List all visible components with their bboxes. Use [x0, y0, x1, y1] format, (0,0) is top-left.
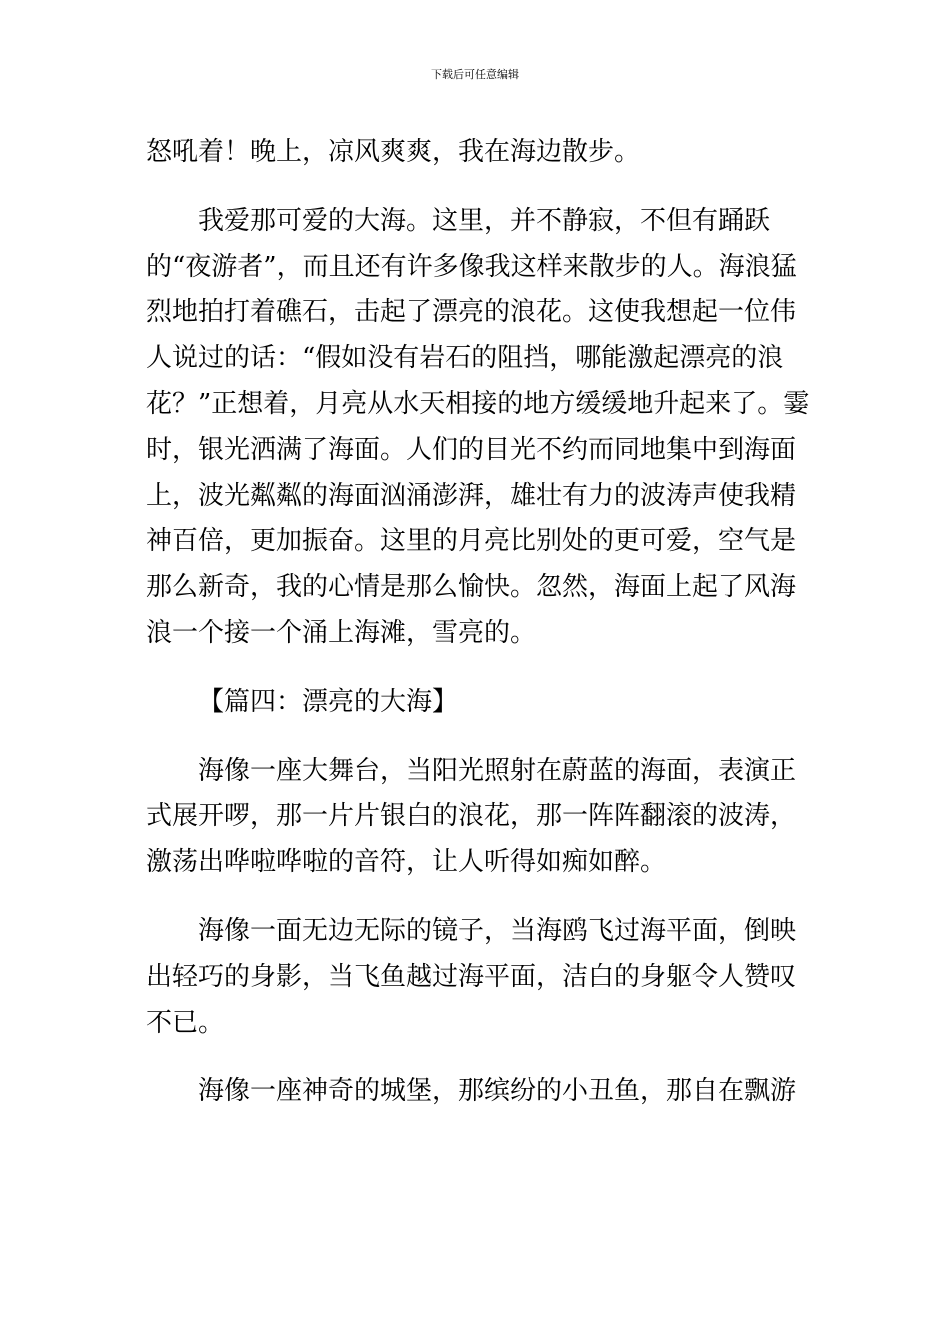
- paragraph-continuation: 怒吼着！晚上，凉风爽爽，我在海边散步。: [146, 137, 641, 167]
- paragraph: 海像一面无边无际的镜子，当海鸥飞过海平面，倒映出轻巧的身影，当飞鱼越过海平面，洁白的身躯令人赞叹不已。: [146, 915, 797, 1038]
- section-heading: 【篇四：漂亮的大海】: [198, 686, 459, 717]
- document-body: [146, 130, 811, 1115]
- paragraph: 我爱那可爱的大海。这里，并不静寂，不但有踊跃的“夜游者”，而且还有许多像我这样来散步的人。海浪猛烈地拍打着礁石，击起了漂亮的浪花。这使我想起一位伟人说过的话：“假如没有岩石的阻挡，哪能激起漂亮的浪花？”正想着，月亮从水天相接的地方缓缓地升起来了。霎时，银光洒满了海面。人们的目光不约而同地集中到海面上，波光粼粼的海面汹涌澎湃，雄壮有力的波涛声使我精神百倍，更加振奋。这里的月亮比别处的更可爱，空气是那么新奇，我的心情是那么愉快。忽然，海面上起了风海浪一个接一个涌上海滩，雪亮的。: [146, 205, 810, 648]
- paragraph: 海像一座大舞台，当阳光照射在蔚蓝的海面，表演正式展开啰，那一片片银白的浪花，那一阵阵翻滚的波涛，激荡出哗啦哗啦的音符，让人听得如痴如醉。: [146, 755, 797, 878]
- paragraph: 海像一座神奇的城堡，那缤纷的小丑鱼，那自在飘游: [198, 1076, 797, 1107]
- page-header: 下载后可任意编辑: [431, 68, 519, 81]
